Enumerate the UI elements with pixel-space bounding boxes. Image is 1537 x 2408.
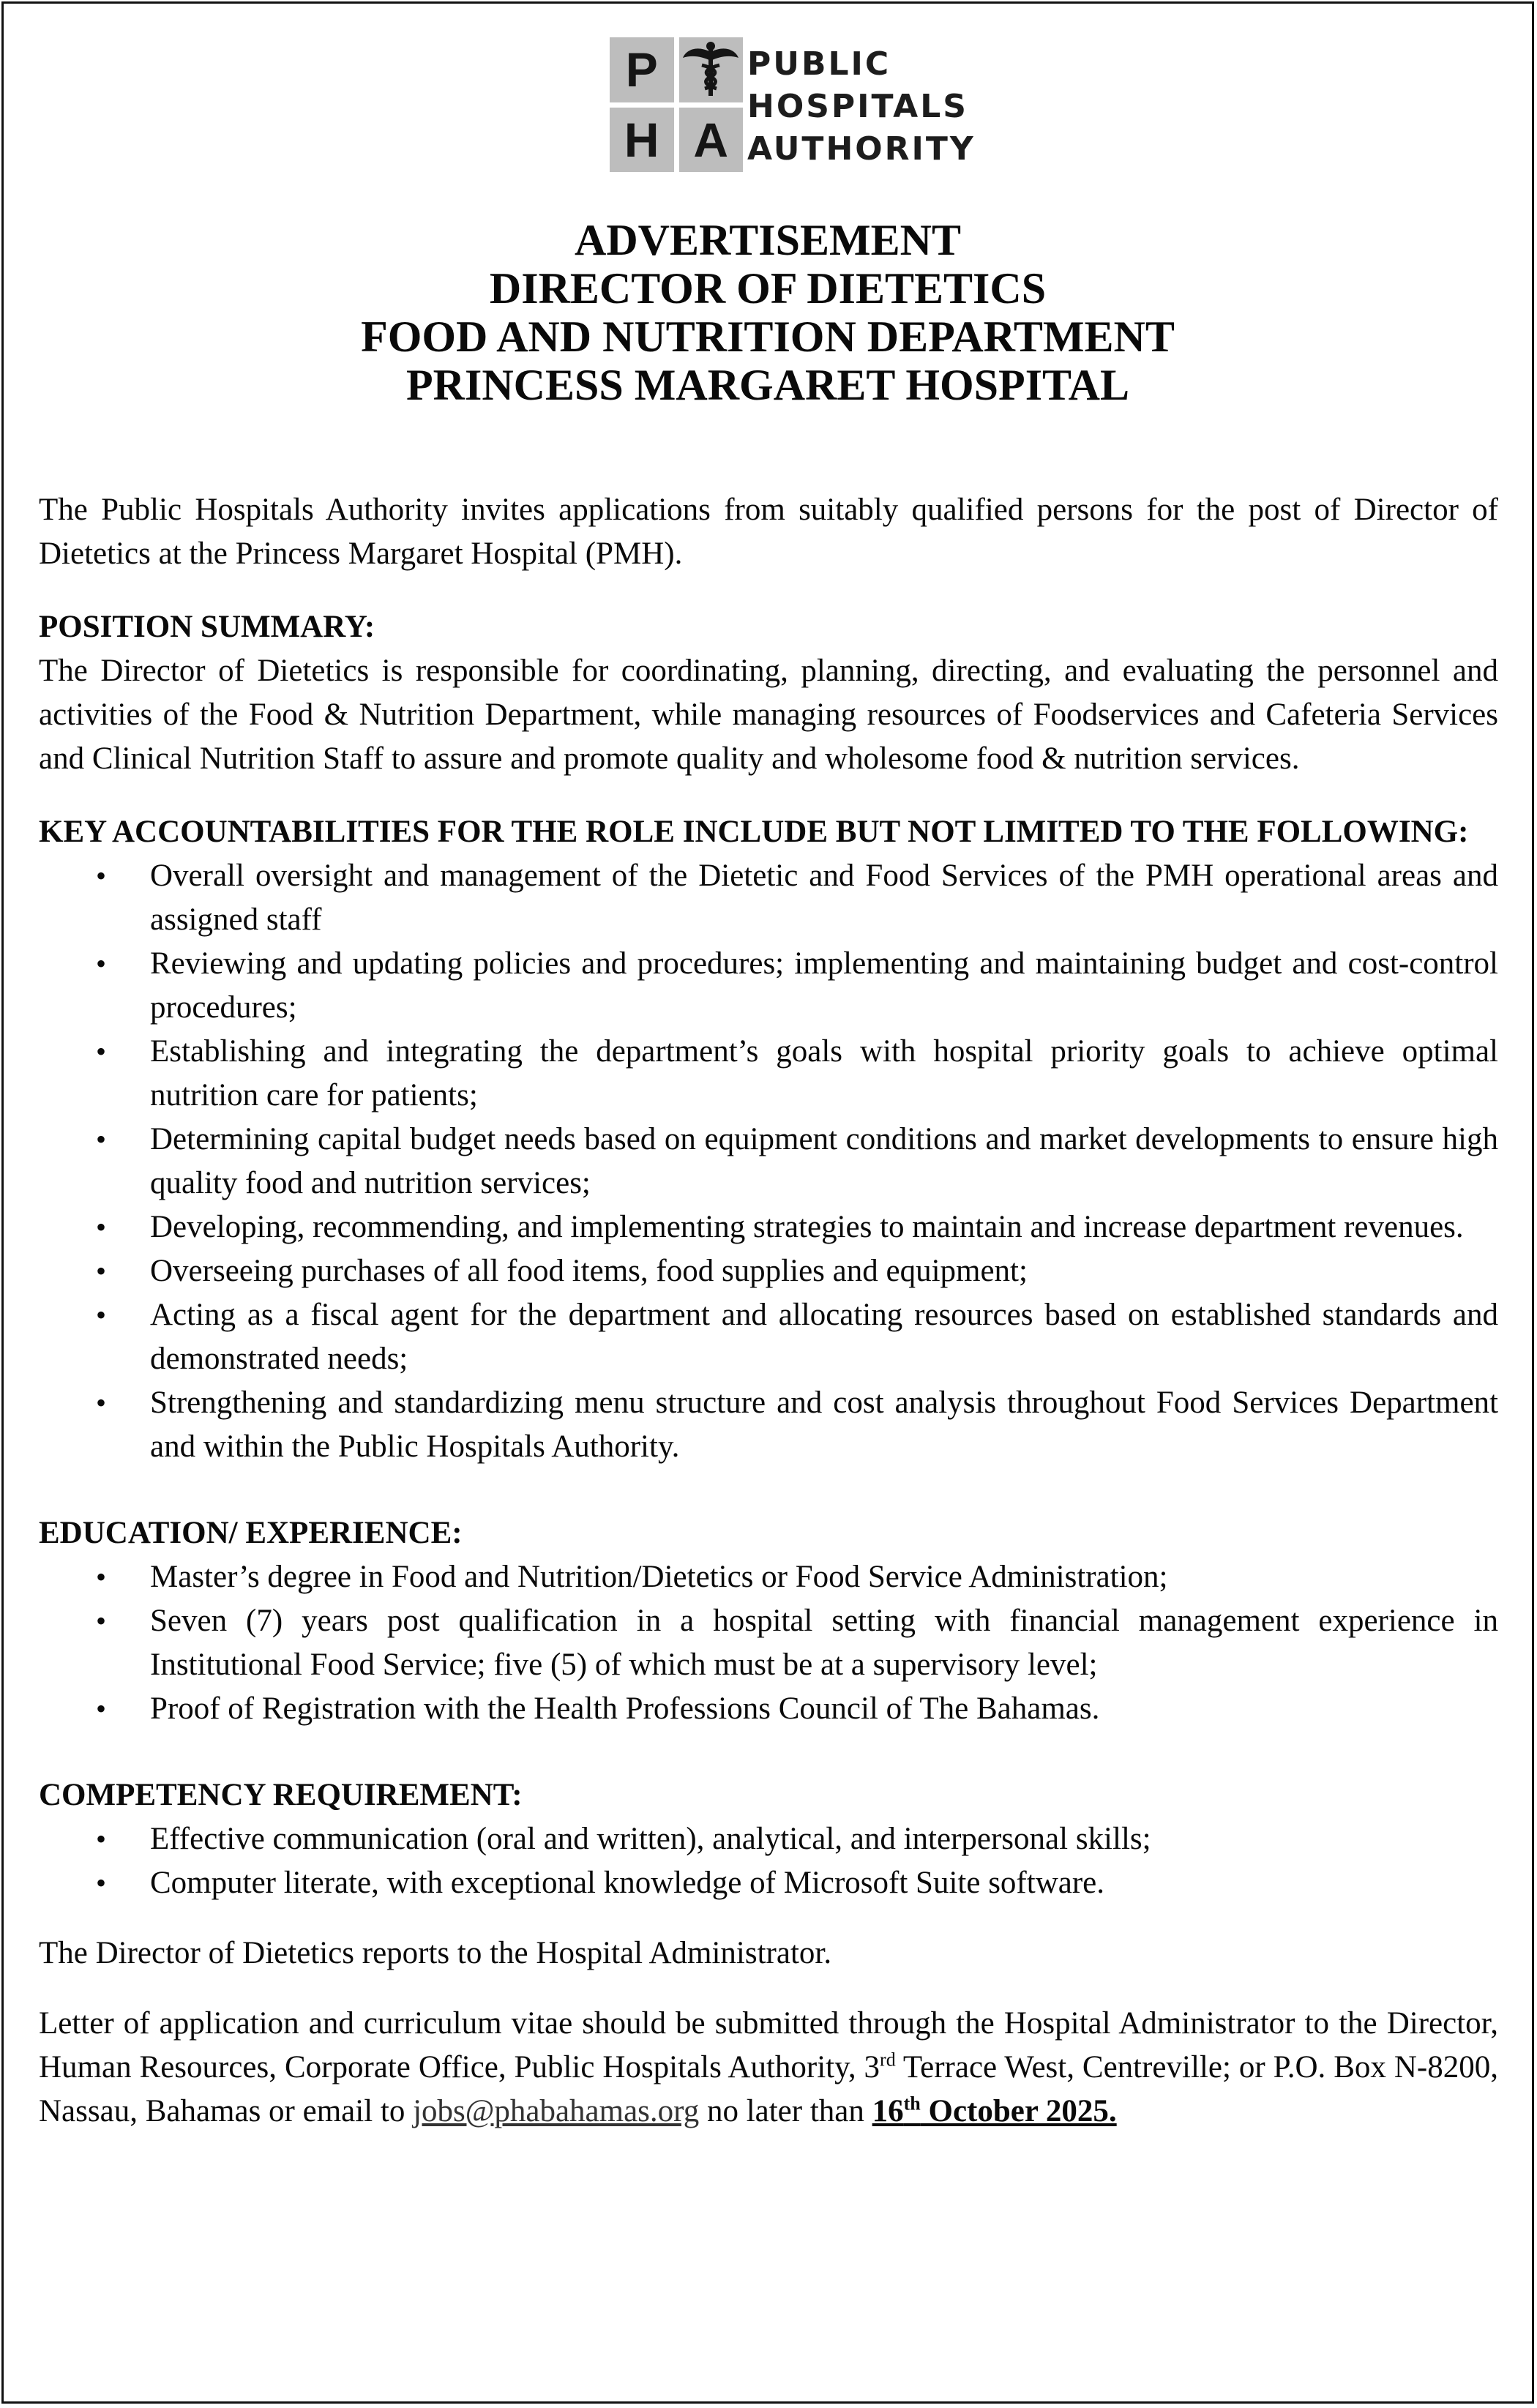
list-item-text: Establishing and integrating the department’s goals with hospital priority goals to achieve optimal nutrition care for patients; — [150, 1034, 1498, 1113]
list-item-text: Strengthening and standardizing menu structure and cost analysis throughout Food Services Department and within the Public Hospitals Authority. — [150, 1386, 1498, 1464]
list-item-text: Developing, recommending, and implementing strategies to maintain and increase department revenues. — [150, 1210, 1464, 1244]
deadline-day: 16 — [872, 2094, 904, 2128]
key-accountabilities-list — [39, 854, 1498, 1469]
bullet-icon: • — [96, 1822, 107, 1855]
position-summary-text: The Director of Dietetics is responsible for coordinating, planning, directing, and evaluating the personnel and activities of the Food & Nutrition Department, while managing resources of Foodservices and Cafeteria Services and Clinical Nutrition Staff to assure and promote quality and wholesome food & nutrition services. — [39, 654, 1498, 776]
list-item — [39, 942, 1498, 1030]
logo-letter-a: A — [679, 108, 744, 173]
reports-to-text: The Director of Dietetics reports to the Hospital Administrator. — [39, 1936, 832, 1970]
list-item — [39, 1555, 1498, 1599]
logo-name-line: PUBLIC — [747, 45, 891, 83]
application-instructions — [39, 2002, 1498, 2134]
list-item-text: Overall oversight and management of the Dietetic and Food Services of the PMH operational areas and assigned staff — [150, 859, 1498, 937]
list-item — [39, 1861, 1498, 1905]
logo-name-line: HOSPITALS — [747, 88, 968, 125]
deadline-month-year: October 2025. — [920, 2094, 1117, 2128]
logo-letter-h: H — [610, 108, 674, 173]
application-text: Terrace West, Centreville; or P.O. Box N-8200, Nassau, Bahamas or email to — [39, 2050, 1498, 2128]
bullet-icon: • — [96, 859, 107, 892]
pha-logo — [610, 37, 976, 173]
list-item-text: Reviewing and updating policies and procedures; implementing and maintaining budget and cost-control procedures; — [150, 946, 1498, 1025]
list-item — [39, 1817, 1498, 1861]
list-item-text: Acting as a fiscal agent for the department and allocating resources based on established standards and demonstrated needs; — [150, 1298, 1498, 1376]
list-item-text: Seven (7) years post qualification in a hospital setting with financial management experience in Institutional Food Service; five (5) of which must be at a supervisory level; — [150, 1604, 1498, 1682]
education-heading: EDUCATION/ EXPERIENCE: — [39, 1516, 463, 1550]
logo-letter-grid — [610, 37, 743, 172]
bullet-icon: • — [96, 1386, 107, 1419]
list-item — [39, 1381, 1498, 1469]
ordinal-suffix: th — [903, 2093, 921, 2115]
bullet-icon: • — [96, 1255, 107, 1287]
bullet-icon: • — [96, 1604, 107, 1637]
competency-heading: COMPETENCY REQUIREMENT: — [39, 1778, 523, 1812]
logo-name-line: AUTHORITY — [747, 130, 976, 168]
title-line: FOOD AND NUTRITION DEPARTMENT — [361, 313, 1175, 361]
list-item — [39, 1118, 1498, 1205]
logo-wordmark — [747, 43, 976, 171]
list-item — [39, 1205, 1498, 1249]
position-summary-heading: POSITION SUMMARY: — [39, 610, 375, 644]
bullet-icon: • — [96, 1560, 107, 1593]
application-text: Letter of application and curriculum vitae should be submitted through the Hospital Administrator to the Director, Human Resources, Corporate Office, Public Hospitals Authority, 3 — [39, 2006, 1498, 2084]
key-accountabilities-heading: KEY ACCOUNTABILITIES FOR THE ROLE INCLUDE BUT NOT LIMITED TO THE FOLLOWING: — [39, 815, 1469, 849]
bullet-icon: • — [96, 1298, 107, 1331]
list-item — [39, 1293, 1498, 1381]
bullet-icon: • — [96, 947, 107, 980]
title-line: PRINCESS MARGARET HOSPITAL — [406, 361, 1129, 409]
list-item — [39, 1249, 1498, 1293]
list-item-text: Master’s degree in Food and Nutrition/Dietetics or Food Service Administration; — [150, 1560, 1168, 1594]
list-item-text: Overseeing purchases of all food items, food supplies and equipment; — [150, 1254, 1028, 1288]
caduceus-icon — [679, 37, 744, 102]
advertisement-body — [39, 488, 1498, 2134]
list-item — [39, 1030, 1498, 1118]
title-line: ADVERTISEMENT — [575, 216, 961, 264]
bullet-icon: • — [96, 1692, 107, 1725]
competency-list — [39, 1817, 1498, 1905]
list-item-text: Computer literate, with exceptional knowledge of Microsoft Suite software. — [150, 1866, 1104, 1900]
list-item-text: Proof of Registration with the Health Professions Council of The Bahamas. — [150, 1691, 1100, 1726]
education-list — [39, 1555, 1498, 1731]
intro-paragraph: The Public Hospitals Authority invites applications from suitably qualified persons for the post of Director of Dietetics at the Princess Margaret Hospital (PMH). — [39, 493, 1498, 571]
list-item — [39, 1687, 1498, 1731]
page-title — [4, 216, 1532, 409]
bullet-icon: • — [96, 1866, 107, 1899]
application-text: no later than — [699, 2094, 872, 2128]
list-item-text: Effective communication (oral and written), analytical, and interpersonal skills; — [150, 1822, 1151, 1856]
bullet-icon: • — [96, 1123, 107, 1156]
logo-letter-p: P — [610, 37, 674, 102]
bullet-icon: • — [96, 1035, 107, 1068]
email-link[interactable]: jobs@phabahamas.org — [413, 2094, 700, 2128]
list-item — [39, 854, 1498, 942]
advertisement-page — [1, 1, 1534, 2404]
list-item — [39, 1599, 1498, 1687]
bullet-icon: • — [96, 1211, 107, 1244]
list-item-text: Determining capital budget needs based on equipment conditions and market developments to ensure high quality food and nutrition services; — [150, 1122, 1498, 1200]
deadline-date — [872, 2094, 1117, 2128]
ordinal-suffix: rd — [880, 2049, 896, 2071]
title-line: DIRECTOR OF DIETETICS — [489, 264, 1047, 313]
